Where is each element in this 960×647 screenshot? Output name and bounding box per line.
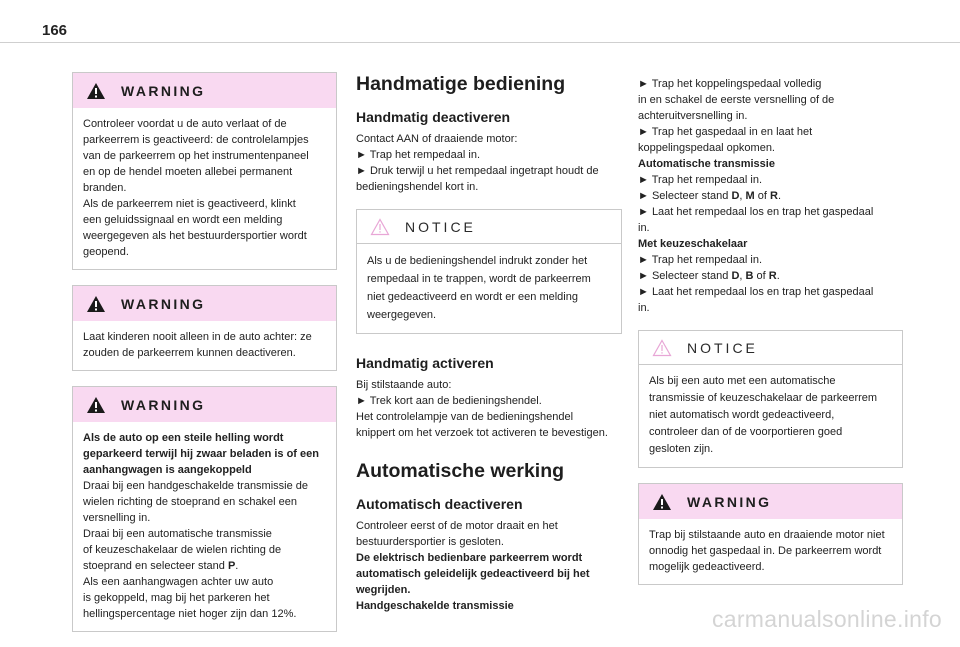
text-line: in. (638, 222, 650, 234)
gear-position-d: D (731, 190, 740, 202)
warning-title: WARNING (687, 493, 772, 510)
text-line-bold: Handgeschakelde transmissie (356, 600, 514, 612)
text-line: ► Trap het gaspedaal in en laat het (638, 126, 813, 138)
text-line: ► Laat het rempedaal los en trap het gaspedaal (638, 206, 874, 218)
text-line: ► Trap het rempedaal in. (356, 149, 481, 161)
column-left (72, 72, 337, 647)
text-line: ► Trap het koppelingspedaal volledig (638, 78, 822, 90)
text-line: Als een aanhangwagen achter uw auto (83, 576, 274, 588)
warning-icon (652, 493, 672, 511)
text-line: in en schakel de eerste versnelling of de (638, 94, 835, 106)
text-line: Bij stilstaande auto: (356, 379, 452, 391)
text-line: ► Trap het rempedaal in. (638, 254, 763, 266)
manual-activate-section (356, 354, 622, 441)
text-span: stoeprand en selecteer stand (83, 560, 228, 572)
text-line: koppelingspedaal opkomen. (638, 142, 775, 154)
text-line: Het controlelampje van de bedieningshendel (356, 411, 574, 423)
text-span: , (739, 190, 746, 202)
text-line: of keuzeschakelaar de wielen richting de (83, 544, 282, 556)
watermark-link[interactable]: carmanualsonline.info (711, 606, 942, 632)
page-number: 166 (42, 22, 68, 39)
text-line: gesloten zijn. (649, 443, 714, 455)
text-line: Laat kinderen nooit alleen in de auto achter: ze (83, 331, 312, 343)
warning-text (73, 422, 336, 631)
subsection-heading: Automatisch deactiveren (356, 496, 523, 512)
text-line-bold: De elektrisch bedienbare parkeerrem wordt (356, 552, 583, 564)
text-line: wielen richting de stoeprand en schakel een (83, 496, 298, 508)
notice-title: NOTICE (405, 218, 476, 235)
automatic-transmission-heading: Automatische transmissie (638, 158, 775, 170)
notice-box-deactivate (356, 209, 622, 334)
text-line: Trap bij stilstaande auto en draaiende motor niet (649, 529, 885, 541)
subsection-heading: Handmatig deactiveren (356, 109, 511, 125)
subsection-heading: Handmatig activeren (356, 355, 494, 371)
text-line: weergegeven. (367, 309, 437, 321)
text-span: ► Selecteer stand (638, 190, 732, 202)
header-divider (0, 42, 960, 43)
warning-icon (86, 295, 106, 313)
warning-box-parking-brake (72, 72, 337, 270)
procedure-text (638, 76, 903, 316)
text-line: Als u de bedieningshendel indrukt zonder het (367, 255, 588, 267)
text-line: transmissie of keuzeschakelaar de parkeerrem (649, 392, 878, 404)
section-title-manual: Handmatige bediening (356, 73, 566, 95)
warning-box-slope (72, 386, 337, 632)
section-title-automatic: Automatische werking (356, 460, 565, 482)
gear-position-p: P (227, 560, 236, 572)
gear-position-b: B (745, 270, 754, 282)
notice-text (357, 243, 621, 333)
warning-text (639, 519, 902, 584)
notice-box-automatic (638, 330, 903, 468)
warning-box-accelerator (638, 483, 903, 585)
text-line: hellingspercentage niet hoger zijn dan 12%. (83, 608, 297, 620)
notice-icon (652, 339, 672, 357)
text-line (638, 188, 903, 204)
text-line: zouden de parkeerrem kunnen deactiveren. (83, 347, 296, 359)
text-line: mogelijk gedeactiveerd. (649, 561, 765, 573)
gear-position-r: R (768, 270, 777, 282)
text-line: Controleer voordat u de auto verlaat of de (83, 118, 287, 130)
warning-title: WARNING (121, 396, 206, 413)
text-span: . (776, 270, 780, 282)
text-line: Draai bij een handgeschakelde transmissie de (83, 480, 309, 492)
warning-header (73, 73, 336, 108)
text-line: branden. (83, 182, 127, 194)
text-line: bedieningshendel kort in. (356, 181, 479, 193)
warning-header (73, 286, 336, 321)
text-span: , (739, 270, 746, 282)
text-line: knippert om het verzoek tot activeren te bevestigen. (356, 427, 608, 439)
text-line (83, 558, 326, 574)
notice-icon (370, 218, 390, 236)
warning-text (73, 321, 336, 370)
column-right (638, 76, 903, 600)
text-line: en op de hendel moeten allebei permanent (83, 166, 293, 178)
notice-text (639, 364, 902, 467)
warning-text (73, 108, 336, 269)
text-line: Contact AAN of draaiende motor: (356, 133, 518, 145)
text-span: of (753, 270, 769, 282)
text-line: onnodig het gaspedaal in. De parkeerrem wordt (649, 545, 882, 557)
text-line (638, 268, 903, 284)
text-line: ► Laat het rempedaal los en trap het gaspedaal (638, 286, 874, 298)
warning-header (73, 387, 336, 422)
manual-deactivate-section (356, 108, 622, 195)
text-span: ► Selecteer stand (638, 270, 732, 282)
text-span: . (777, 190, 781, 202)
text-line: rempedaal in te trappen, wordt de parkeerrem (367, 273, 591, 285)
text-line-bold: Als de auto op een steile helling wordt (83, 432, 284, 444)
text-line: niet automatisch wordt gedeactiveerd, (649, 409, 835, 421)
selector-heading: Met keuzeschakelaar (638, 238, 748, 250)
text-line: parkeerrem is geactiveerd: de controlelampjes (83, 134, 309, 146)
text-span: of (754, 190, 770, 202)
auto-deactivate-section (356, 495, 622, 614)
text-line: weergegeven als het bestuurdersportier wordt (83, 230, 307, 242)
warning-icon (86, 82, 106, 100)
column-middle (356, 72, 622, 628)
text-line: ► Trek kort aan de bedieningshendel. (356, 395, 542, 407)
text-line: Als bij een auto met een automatische (649, 375, 836, 387)
notice-header (357, 210, 621, 243)
text-line: controleer dan of de voorportieren goed (649, 426, 843, 438)
text-line: in. (638, 302, 650, 314)
notice-header (639, 331, 902, 364)
text-line: Controleer eerst of de motor draait en het (356, 520, 558, 532)
text-line-bold: automatisch geleidelijk gedeactiveerd bij het (356, 568, 590, 580)
gear-position-r: R (769, 190, 778, 202)
text-line: Als de parkeerrem niet is geactiveerd, klinkt (83, 198, 296, 210)
warning-box-children (72, 285, 337, 371)
text-line: is gekoppeld, mag bij het parkeren het (83, 592, 270, 604)
text-line: versnelling in. (83, 512, 151, 524)
text-line: ► Druk terwijl u het rempedaal ingetrapt houdt de (356, 165, 599, 177)
text-line-bold: aanhangwagen is aangekoppeld (83, 464, 252, 476)
warning-icon (86, 396, 106, 414)
gear-position-d: D (731, 270, 740, 282)
text-line: geopend. (83, 246, 129, 258)
notice-title: NOTICE (687, 339, 758, 356)
text-line: bestuurdersportier is gesloten. (356, 536, 504, 548)
gear-position-m: M (745, 190, 755, 202)
warning-header (639, 484, 902, 519)
text-line: achteruitversnelling in. (638, 110, 748, 122)
text-line-bold: geparkeerd terwijl hij zwaar beladen is of een (83, 448, 319, 460)
text-line: ► Trap het rempedaal in. (638, 174, 763, 186)
text-line: niet gedeactiveerd en wordt er een melding (367, 291, 578, 303)
text-line: van de parkeerrem op het instrumentenpaneel (83, 150, 309, 162)
text-line: een geluidssignaal en wordt een melding (83, 214, 283, 226)
text-span: . (235, 560, 239, 572)
warning-title: WARNING (121, 295, 206, 312)
text-line: Draai bij een automatische transmissie (83, 528, 272, 540)
text-line-bold: wegrijden. (356, 584, 411, 596)
warning-title: WARNING (121, 82, 206, 99)
